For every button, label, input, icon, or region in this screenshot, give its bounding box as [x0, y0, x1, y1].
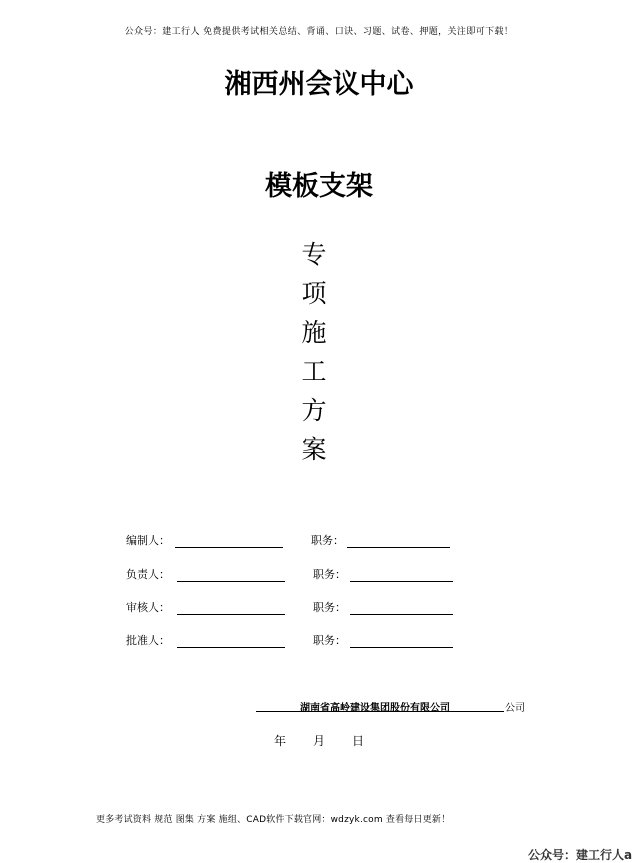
vertical-title-char: 方 [301, 396, 327, 425]
compiler-signature-line [175, 547, 283, 548]
responsible-label: 负责人： [126, 568, 170, 581]
duty-label: 职务： [313, 568, 346, 581]
duty-signature-line [350, 581, 453, 582]
signature-row-approver [0, 632, 638, 650]
duty-signature-line [350, 614, 453, 615]
duty-signature-line [350, 647, 453, 648]
date-day-label: 日 [352, 734, 365, 748]
signature-row-responsible [0, 566, 638, 584]
vertical-title-char: 施 [301, 318, 327, 347]
compiler-label: 编制人： [126, 534, 170, 547]
company-name: 湖南省高岭建设集团股份有限公司 [300, 703, 450, 714]
duty-label: 职务： [313, 634, 346, 647]
vertical-title-char: 专 [301, 240, 327, 269]
watermark-text: 公众号：建工行人a [528, 848, 633, 862]
date-year-label: 年 [274, 734, 287, 748]
footer-note: 更多考试资料 规范 图集 方案 施组、CAD软件下载官网：wdzyk.com 查看每日更新！ [96, 815, 451, 825]
signature-row-compiler [0, 532, 638, 550]
vertical-title-char: 项 [301, 279, 327, 308]
duty-label: 职务： [311, 534, 344, 547]
document-subtitle: 模板支架 [265, 171, 373, 202]
duty-signature-line [347, 547, 450, 548]
reviewer-signature-line [177, 614, 285, 615]
signature-row-reviewer [0, 599, 638, 617]
approver-label: 批准人： [126, 634, 170, 647]
project-title: 湘西州会议中心 [224, 69, 414, 100]
vertical-title-char: 案 [301, 435, 327, 464]
reviewer-label: 审核人： [126, 601, 170, 614]
vertical-title-char: 工 [301, 357, 327, 386]
duty-label: 职务： [313, 601, 346, 614]
date-month-label: 月 [313, 734, 326, 748]
approver-signature-line [177, 647, 285, 648]
responsible-signature-line [177, 581, 285, 582]
header-note: 公众号：建工行人 免费提供考试相关总结、背诵、口诀、习题、试卷、押题，关注即可下载！ [124, 27, 514, 37]
company-suffix: 公司 [505, 703, 525, 714]
